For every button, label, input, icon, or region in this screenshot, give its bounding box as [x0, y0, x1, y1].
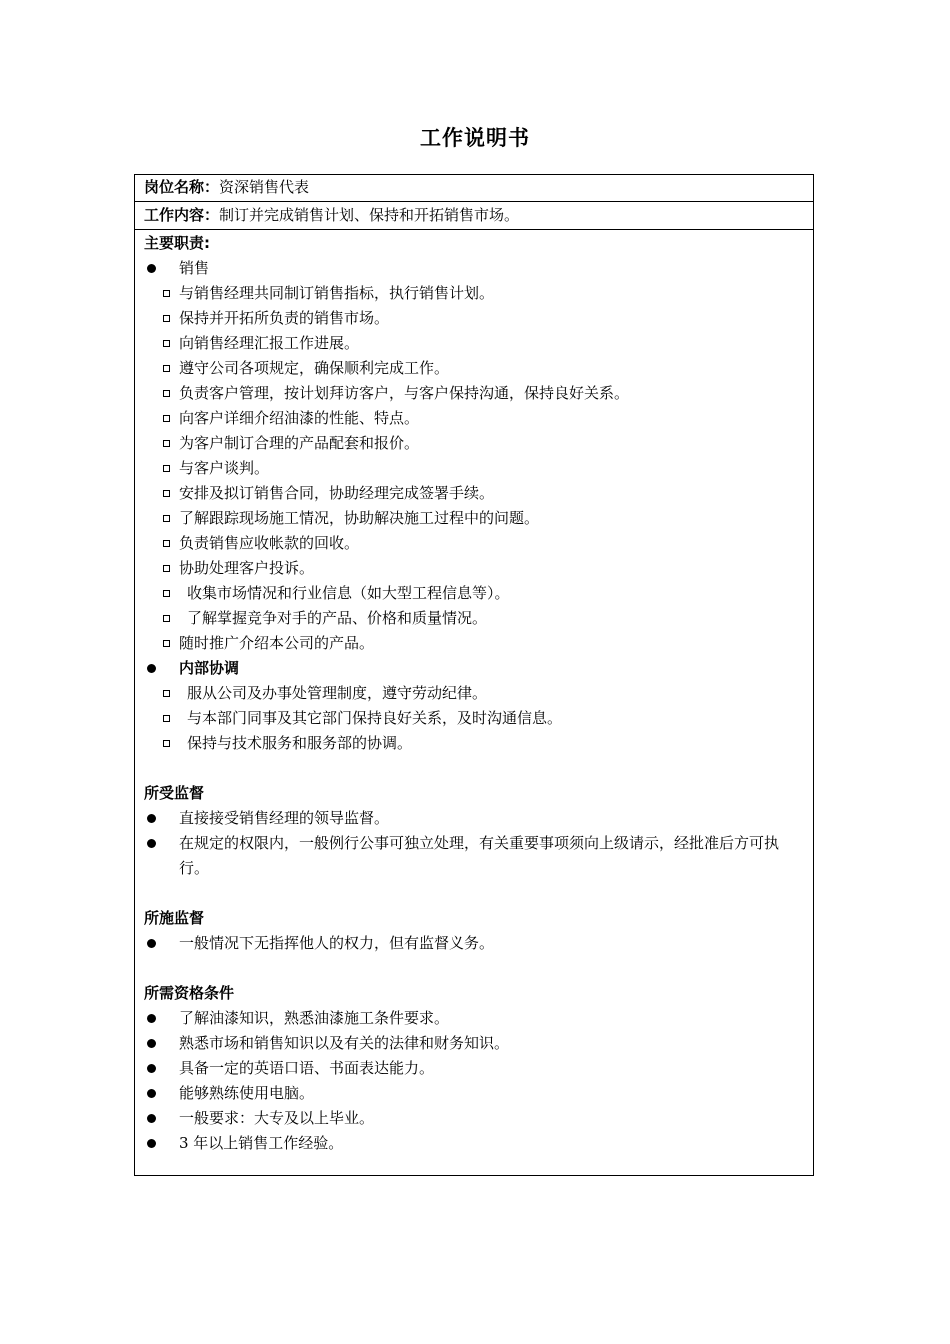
qualifications-heading: 所需资格条件	[144, 984, 235, 1002]
supervises-heading: 所施监督	[144, 909, 205, 927]
supervised-by-heading: 所受监督	[144, 784, 205, 802]
list-item: 在规定的权限内，一般例行公事可独立处理，有关重要事项须向上级请示，经批准后方可执行。	[144, 831, 805, 881]
list-item: 与销售经理共同制订销售指标，执行销售计划。	[144, 281, 805, 306]
list-item: 随时推广介绍本公司的产品。	[144, 631, 805, 656]
list-item: 遵守公司各项规定，确保顺利完成工作。	[144, 356, 805, 381]
list-item: 了解掌握竞争对手的产品、价格和质量情况。	[144, 606, 805, 631]
coordination-items	[144, 681, 805, 756]
content-label: 工作内容：	[144, 206, 220, 224]
list-item: 服从公司及办事处管理制度，遵守劳动纪律。	[144, 681, 805, 706]
list-item: 能够熟练使用电脑。	[144, 1081, 805, 1106]
bullet-icon	[147, 1014, 156, 1023]
bullet-icon	[147, 264, 156, 273]
list-item: 负责客户管理，按计划拜访客户，与客户保持沟通，保持良好关系。	[144, 381, 805, 406]
list-item: 安排及拟订销售合同，协助经理完成签署手续。	[144, 481, 805, 506]
checkbox-square-icon	[163, 615, 170, 622]
list-item: 一般要求：大专及以上毕业。	[144, 1106, 805, 1131]
list-item: 负责销售应收帐款的回收。	[144, 531, 805, 556]
list-item: 收集市场情况和行业信息（如大型工程信息等）。	[144, 581, 805, 606]
list-item: 具备一定的英语口语、书面表达能力。	[144, 1056, 805, 1081]
checkbox-square-icon	[163, 440, 170, 447]
list-item: 为客户制订合理的产品配套和报价。	[144, 431, 805, 456]
bullet-icon	[147, 1139, 156, 1148]
list-item: 保持与技术服务和服务部的协调。	[144, 731, 805, 756]
checkbox-square-icon	[163, 690, 170, 697]
checkbox-square-icon	[163, 565, 170, 572]
checkbox-square-icon	[163, 290, 170, 297]
list-item: 协助处理客户投诉。	[144, 556, 805, 581]
spacer	[144, 881, 805, 906]
checkbox-square-icon	[163, 715, 170, 722]
checkbox-square-icon	[163, 465, 170, 472]
bullet-icon	[147, 814, 156, 823]
duties-section	[144, 231, 805, 1156]
checkbox-square-icon	[163, 315, 170, 322]
checkbox-square-icon	[163, 515, 170, 522]
checkbox-square-icon	[163, 415, 170, 422]
checkbox-square-icon	[163, 340, 170, 347]
bullet-icon	[147, 664, 156, 673]
list-item: 与本部门同事及其它部门保持良好关系，及时沟通信息。	[144, 706, 805, 731]
position-row	[135, 175, 813, 202]
list-item: 熟悉市场和销售知识以及有关的法律和财务知识。	[144, 1031, 805, 1056]
checkbox-square-icon	[163, 490, 170, 497]
bullet-icon	[147, 839, 156, 848]
content-value: 制订并完成销售计划、保持和开拓销售市场。	[219, 206, 520, 224]
position-value: 资深销售代表	[219, 178, 310, 196]
sales-group-title: 销售	[144, 256, 805, 281]
list-item: 3 年以上销售工作经验。	[144, 1131, 805, 1156]
bullet-icon	[147, 1114, 156, 1123]
bullet-icon	[147, 1039, 156, 1048]
list-item: 保持并开拓所负责的销售市场。	[144, 306, 805, 331]
list-item: 了解跟踪现场施工情况，协助解决施工过程中的问题。	[144, 506, 805, 531]
list-item: 向销售经理汇报工作进展。	[144, 331, 805, 356]
list-item: 直接接受销售经理的领导监督。	[144, 806, 805, 831]
list-item: 了解油漆知识，熟悉油漆施工条件要求。	[144, 1006, 805, 1031]
spacer	[144, 756, 805, 781]
checkbox-square-icon	[163, 590, 170, 597]
bullet-icon	[147, 939, 156, 948]
list-item: 向客户详细介绍油漆的性能、特点。	[144, 406, 805, 431]
checkbox-square-icon	[163, 540, 170, 547]
checkbox-square-icon	[163, 365, 170, 372]
content-row	[135, 202, 813, 230]
document-title: 工作说明书	[420, 126, 530, 150]
job-description-table	[134, 174, 814, 1176]
bullet-icon	[147, 1064, 156, 1073]
checkbox-square-icon	[163, 640, 170, 647]
sales-items	[144, 281, 805, 656]
position-label: 岗位名称：	[144, 178, 220, 196]
list-item: 与客户谈判。	[144, 456, 805, 481]
checkbox-square-icon	[163, 740, 170, 747]
duties-heading: 主要职责:	[144, 234, 210, 252]
bullet-icon	[147, 1089, 156, 1098]
coordination-group-title: 内部协调	[144, 656, 805, 681]
checkbox-square-icon	[163, 390, 170, 397]
list-item: 一般情况下无指挥他人的权力，但有监督义务。	[144, 931, 805, 956]
spacer	[144, 956, 805, 981]
